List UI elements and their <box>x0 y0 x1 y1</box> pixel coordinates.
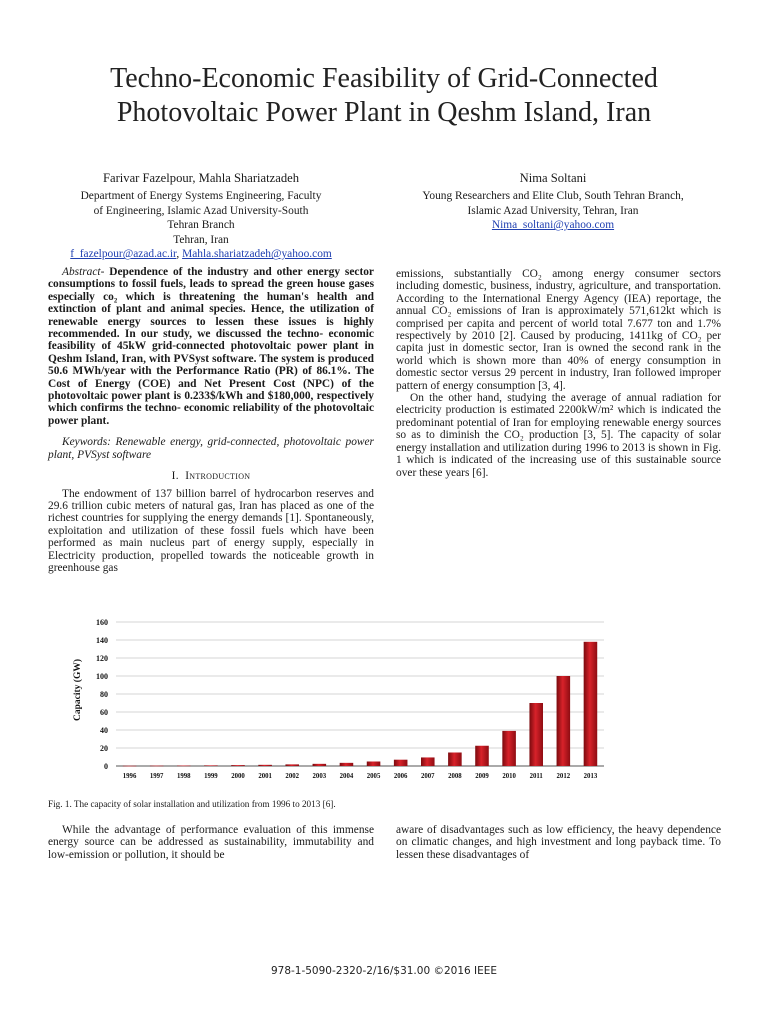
section-number: I. <box>171 470 179 483</box>
body-paragraph: On the other hand, studying the average of annual radiation for electricity production is estimated 2200kW/m² which is indicated the predominant potential of Iran for employing renewable energy sources so as to diminish the CO₂ production [3, 5]. The capacity of solar energy installation and utilization during 1996 to 2013 is shown in Fig. 1 which is indicated of the increasing use of this sustainable source over these years [6]. <box>396 392 721 479</box>
paper-title <box>40 62 728 130</box>
abstract-text: Dependence of the industry and other energy sector consumptions to fossil fuels, leads to spread the green house gases especially co₂ which is threatening the human's health and extinction of plant and animal species. Hence, the utilization of renewable energy sources to lessen these issues is highly recommended. In our study, we discussed the techno- economic feasibility of 45kW grid-connected photovoltaic power plant in Qeshm Island, Iran, with PVSyst software. The system is produced 50.6 MWh/year with the Performance Ratio (PR) of 86.1%. The Cost of Energy (COE) and Net Present Cost (NPC) of the photovoltaic power plant is 0.233$/kWh and $180,000, respectively which confirms the techno- economic reliability of the photovoltaic power plant. <box>48 266 374 427</box>
x-tick-label: 1997 <box>149 773 164 780</box>
right-column <box>396 268 721 479</box>
paper-title-line-2: Photovoltaic Power Plant in Qeshm Island, Iran <box>116 97 652 128</box>
bar <box>394 760 408 766</box>
bar <box>150 766 164 767</box>
y-tick-label: 140 <box>96 636 108 645</box>
email-link[interactable]: f_fazelpour@azad.ac.ir <box>70 248 177 261</box>
intro-paragraph: The endowment of 137 billion barrel of hydrocarbon reserves and 29.6 trillion cubic meters of natural gas, Iran has placed as one of the richest countries for supplying the energy demands [1]. Spontaneously, exploitation and utilization of these fossil fuels which have been performed as main nucleus part of energy supply, especially in Electricity production, propelled towards the noticeable growth in greenhouse gas <box>48 487 374 574</box>
body-paragraph: aware of disadvantages such as low efficiency, the heavy dependence on climatic changes, and high investment and long payback time. To lessen these disadvantages of <box>396 824 721 861</box>
author-names: Nima Soltani <box>519 171 587 185</box>
author-names: Farivar Fazelpour, Mahla Shariatzadeh <box>102 171 300 185</box>
x-tick-label: 2009 <box>475 773 489 780</box>
y-tick-label: 0 <box>104 762 108 771</box>
bar <box>421 757 435 766</box>
bar <box>557 676 571 766</box>
keywords: Keywords: Renewable energy, grid-connected, photovoltaic power plant, PVSyst software <box>48 436 374 461</box>
x-tick-label: 2000 <box>231 773 245 780</box>
abstract-label: Abstract- <box>62 266 105 278</box>
author-emails <box>394 218 712 233</box>
affiliation-line: Tehran, Iran <box>173 233 229 246</box>
author-block-1 <box>44 170 358 262</box>
affiliation-line: Tehran Branch <box>167 219 235 232</box>
bottom-right-column <box>396 824 721 861</box>
x-tick-label: 2013 <box>583 773 598 780</box>
y-tick-label: 100 <box>96 672 108 681</box>
y-tick-label: 20 <box>100 744 108 753</box>
capacity-bar-chart <box>66 612 614 788</box>
y-axis-label: Capacity (GW) <box>73 658 83 722</box>
figure-1 <box>66 612 614 788</box>
y-tick-label: 60 <box>100 708 108 717</box>
x-tick-label: 2002 <box>285 773 300 780</box>
body-paragraph: While the advantage of performance evaluation of this immense energy source can be addressed as sustainability, immutability and low-emission or pollution, it should be <box>48 824 374 861</box>
y-tick-label: 120 <box>96 654 108 663</box>
affiliation-line: Department of Energy Systems Engineering, Faculty <box>80 190 322 202</box>
bar <box>204 765 218 766</box>
x-tick-label: 1999 <box>204 773 218 780</box>
x-tick-label: 2006 <box>393 773 408 780</box>
x-tick-label: 2008 <box>448 773 462 780</box>
bottom-left-column <box>48 824 374 861</box>
left-column <box>48 266 374 574</box>
author-block-2 <box>394 170 712 233</box>
bar <box>313 764 327 766</box>
bar <box>340 763 354 766</box>
x-tick-label: 1998 <box>176 773 191 780</box>
bar <box>502 731 516 766</box>
author-emails: f_fazelpour@azad.ac.ir, Mahla.shariatzadeh@yahoo.com <box>70 248 332 261</box>
x-tick-label: 2004 <box>339 773 354 780</box>
bar <box>258 765 272 766</box>
bar <box>367 762 381 767</box>
copyright-footer: 978-1-5090-2320-2/16/$31.00 ©2016 IEEE <box>270 965 498 977</box>
x-tick-label: 2011 <box>529 773 543 780</box>
x-tick-label: 1996 <box>122 773 137 780</box>
x-tick-label: 2003 <box>312 773 327 780</box>
x-tick-label: 2007 <box>420 773 435 780</box>
section-heading-introduction <box>48 470 374 482</box>
affiliation-line: of Engineering, Islamic Azad University-South <box>93 204 309 217</box>
x-tick-label: 2005 <box>366 773 381 780</box>
bar <box>529 703 543 766</box>
bar <box>177 766 191 767</box>
bar <box>285 764 299 766</box>
x-tick-label: 2001 <box>258 773 272 780</box>
bar <box>231 765 245 766</box>
bar <box>475 746 489 766</box>
email-link[interactable]: Mahla.shariatzadeh@yahoo.com <box>182 248 332 261</box>
y-tick-label: 80 <box>100 690 108 699</box>
affiliation-line: Young Researchers and Elite Club, South Tehran Branch, <box>422 190 684 202</box>
section-title: Introduction <box>185 470 251 483</box>
x-tick-label: 2010 <box>502 773 516 780</box>
abstract <box>48 266 374 427</box>
y-tick-label: 40 <box>100 726 108 735</box>
paper-title-line-1: Techno-Economic Feasibility of Grid-Connected <box>110 63 658 94</box>
affiliation-line: Islamic Azad University, Tehran, Iran <box>467 204 639 217</box>
body-paragraph: emissions, substantially CO₂ among energy consumer sectors including domestic, business, industry, agriculture, and transportation. According to the International Energy Agency (IEA) reportage, the annual CO₂ emissions of Iran is approximately 571,612kt which is comprised per capita and percent of world total 7.677 ton and 1.7% respectively by 2010 [2]. Caused by producing, 1411kg of CO₂ per capita just in domestic sector, Iran is owned the second rank in the world which is shown more than 40% of energy consumption in domestic sector versus 29 percent in industry, Iran followed improper pattern of energy consumption [3, 4]. <box>396 268 721 392</box>
y-tick-label: 160 <box>96 618 108 627</box>
bar <box>123 766 137 767</box>
bar <box>448 753 462 767</box>
figure-caption: Fig. 1. The capacity of solar installation and utilization from 1996 to 2013 [6]. <box>48 799 336 809</box>
x-tick-label: 2012 <box>556 773 571 780</box>
email-link[interactable]: Nima_soltani@yahoo.com <box>491 219 615 232</box>
bar <box>584 642 598 766</box>
